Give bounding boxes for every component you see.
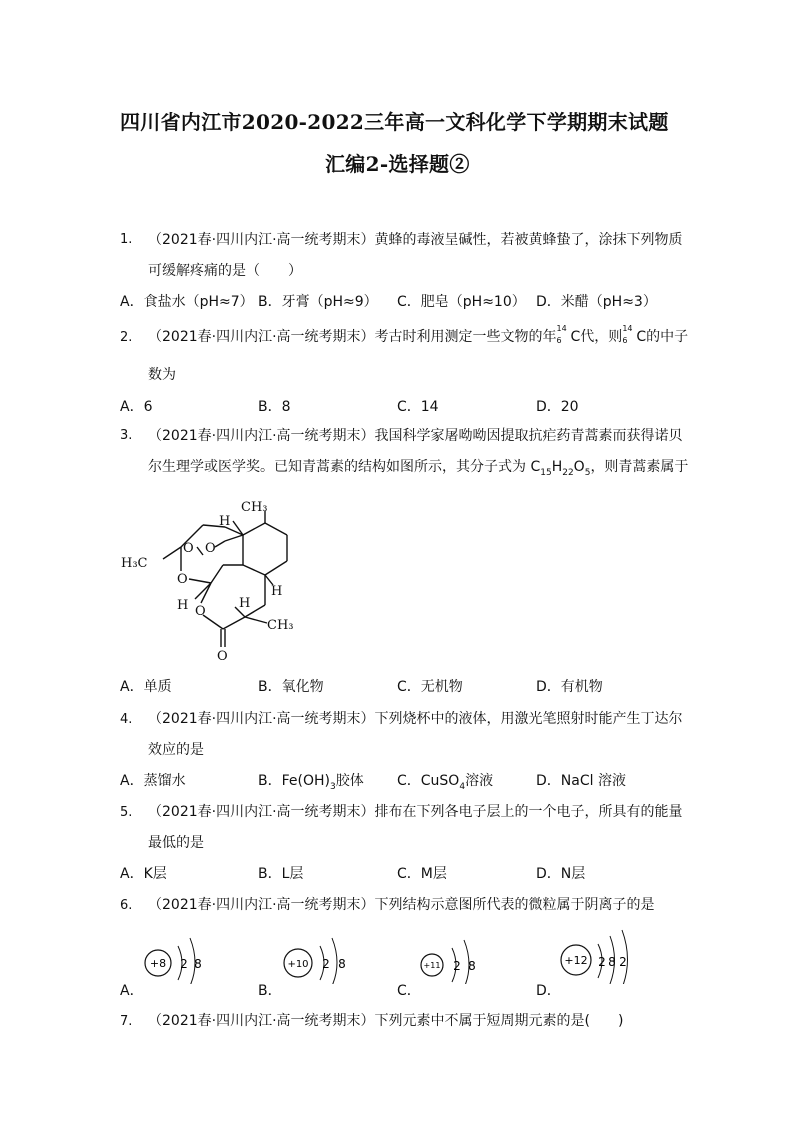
bond bbox=[215, 541, 225, 547]
bond bbox=[223, 617, 245, 629]
atom-label: O bbox=[177, 572, 188, 587]
atom-label: CH₃ bbox=[241, 500, 268, 515]
bond bbox=[243, 565, 265, 575]
question-number: 6. bbox=[120, 898, 133, 913]
nuclear-charge: +11 bbox=[423, 961, 441, 970]
question-text-part: 尔生理学或医学奖。已知青蒿素的结构如图所示，其分子式为 C bbox=[148, 459, 541, 475]
subscript: 3 bbox=[329, 781, 336, 792]
option-a: A．单质 bbox=[120, 679, 172, 695]
atomic-structure-diagram-b bbox=[280, 928, 360, 984]
nuclear-charge: +10 bbox=[287, 959, 309, 970]
option-a: A．6 bbox=[120, 399, 153, 415]
atomic-number: 6 bbox=[622, 336, 628, 345]
electron-count: 8 bbox=[468, 959, 476, 973]
question-text-part: ，则青蒿素属于 bbox=[590, 459, 689, 475]
option-a-letter: A． bbox=[120, 983, 144, 999]
document-title-line2: 汇编2-选择题② bbox=[325, 152, 470, 176]
question-text bbox=[148, 326, 688, 346]
mass-number: 14 bbox=[556, 324, 567, 333]
atom-label: H bbox=[219, 514, 231, 529]
option-c: C．肥皂（pH≈10） bbox=[397, 294, 526, 310]
atom-label: H₃C bbox=[121, 556, 148, 571]
question-number: 1. bbox=[120, 232, 133, 247]
question-text bbox=[148, 456, 688, 478]
bond bbox=[265, 561, 287, 575]
bond bbox=[189, 579, 211, 583]
option-text: B．Fe(OH) bbox=[258, 773, 330, 789]
atom-label: O bbox=[195, 604, 206, 619]
bond bbox=[203, 615, 223, 629]
option-a: A．蒸馏水 bbox=[120, 773, 186, 789]
option-d: D．NaCl 溶液 bbox=[536, 773, 626, 789]
question-text-part: （2021春·四川内江·高一统考期末）考古时利用测定一些文物的年 bbox=[148, 329, 557, 345]
question-text: 数为 bbox=[148, 367, 176, 383]
option-c: C．无机物 bbox=[397, 679, 463, 695]
atom-label: CH₃ bbox=[267, 618, 294, 633]
atom-label: H bbox=[177, 598, 189, 613]
option-text: 溶液 bbox=[465, 773, 494, 789]
question-number: 4. bbox=[120, 712, 133, 727]
question-text: 可缓解疼痛的是（ ） bbox=[148, 263, 302, 279]
option-b: B．氧化物 bbox=[258, 679, 324, 695]
question-text: （2021春·四川内江·高一统考期末）排布在下列各电子层上的一个电子，所具有的能量 bbox=[148, 804, 683, 820]
atom-label: O bbox=[183, 541, 194, 556]
subscript: 5 bbox=[584, 467, 591, 478]
option-a: A．K层 bbox=[120, 866, 167, 882]
atomic-number: 6 bbox=[556, 336, 562, 345]
question-text: 最低的是 bbox=[148, 835, 204, 851]
bond bbox=[243, 523, 265, 535]
bond bbox=[197, 547, 203, 555]
option-c-letter: C． bbox=[397, 983, 421, 999]
bond bbox=[163, 547, 181, 559]
question-text-part: H bbox=[551, 459, 563, 475]
option-c: C．M层 bbox=[397, 866, 447, 882]
nuclide-symbol bbox=[622, 324, 636, 345]
atom-label: H bbox=[271, 584, 283, 599]
option-b: B．牙膏（pH≈9） bbox=[258, 294, 378, 310]
option-c: C．14 bbox=[397, 399, 439, 415]
atom-label: O bbox=[217, 649, 228, 664]
bond bbox=[211, 565, 223, 583]
option-c bbox=[397, 770, 493, 792]
option-text: C．CuSO bbox=[397, 773, 460, 789]
bond bbox=[265, 523, 287, 535]
question-text: （2021春·四川内江·高一统考期末）下列烧杯中的液体，用激光笔照射时能产生丁达尔 bbox=[148, 711, 683, 727]
bond bbox=[201, 583, 211, 603]
atom-label: H bbox=[239, 596, 251, 611]
electron-count: 8 bbox=[194, 957, 202, 971]
option-b: B．L层 bbox=[258, 866, 304, 882]
document-title-line1: 四川省内江市2020-2022三年高一文科化学下学期期末试题 bbox=[120, 110, 669, 134]
electron-count: 2 bbox=[598, 955, 606, 969]
question-number: 3. bbox=[120, 428, 133, 443]
bond bbox=[245, 617, 267, 623]
option-d: D．20 bbox=[536, 399, 579, 415]
artemisinin-structure-diagram bbox=[115, 495, 315, 670]
nuclear-charge: +8 bbox=[149, 957, 167, 970]
option-b bbox=[258, 770, 364, 792]
option-d: D．米醋（pH≈3） bbox=[536, 294, 657, 310]
question-text: （2021春·四川内江·高一统考期末）下列结构示意图所代表的微粒属于阴离子的是 bbox=[148, 897, 655, 913]
question-text: （2021春·四川内江·高一统考期末）下列元素中不属于短周期元素的是( ) bbox=[148, 1013, 624, 1029]
question-text: 效应的是 bbox=[148, 742, 204, 758]
electron-count: 8 bbox=[338, 957, 346, 971]
atomic-structure-diagram-d bbox=[556, 922, 646, 984]
question-number: 7. bbox=[120, 1014, 133, 1029]
bond bbox=[225, 535, 243, 541]
option-text: 胶体 bbox=[335, 773, 364, 789]
atom-label: O bbox=[205, 541, 216, 556]
nuclear-charge: +12 bbox=[564, 954, 588, 967]
question-text-part: C的中子 bbox=[636, 329, 689, 345]
subscript: 22 bbox=[562, 467, 574, 478]
option-d-letter: D． bbox=[536, 983, 561, 999]
atomic-structure-diagram-a bbox=[140, 928, 220, 984]
electron-count: 2 bbox=[619, 955, 627, 969]
electron-count: 2 bbox=[180, 957, 188, 971]
electron-count: 8 bbox=[608, 955, 616, 969]
option-b-letter: B． bbox=[258, 983, 282, 999]
question-text: （2021春·四川内江·高一统考期末）黄蜂的毒液呈碱性，若被黄蜂蛰了，涂抹下列物质 bbox=[148, 232, 683, 248]
question-number: 5. bbox=[120, 805, 133, 820]
option-d: D．N层 bbox=[536, 866, 586, 882]
question-text-part: O bbox=[573, 459, 585, 475]
bond bbox=[195, 583, 211, 599]
option-d: D．有机物 bbox=[536, 679, 603, 695]
electron-shell-arc bbox=[332, 938, 337, 984]
question-text: （2021春·四川内江·高一统考期末）我国科学家屠呦呦因提取抗疟药青蒿素而获得诺贝 bbox=[148, 428, 683, 444]
question-number: 2. bbox=[120, 330, 133, 345]
subscript: 4 bbox=[459, 781, 466, 792]
question-text-part: C代，则 bbox=[570, 329, 623, 345]
option-a: A．食盐水（pH≈7） bbox=[120, 294, 254, 310]
electron-count: 2 bbox=[322, 957, 330, 971]
option-b: B．8 bbox=[258, 399, 291, 415]
electron-count: 2 bbox=[453, 959, 461, 973]
mass-number: 14 bbox=[622, 324, 633, 333]
nuclide-symbol bbox=[556, 324, 571, 345]
subscript: 15 bbox=[540, 467, 552, 478]
atomic-structure-diagram-c bbox=[416, 928, 496, 984]
